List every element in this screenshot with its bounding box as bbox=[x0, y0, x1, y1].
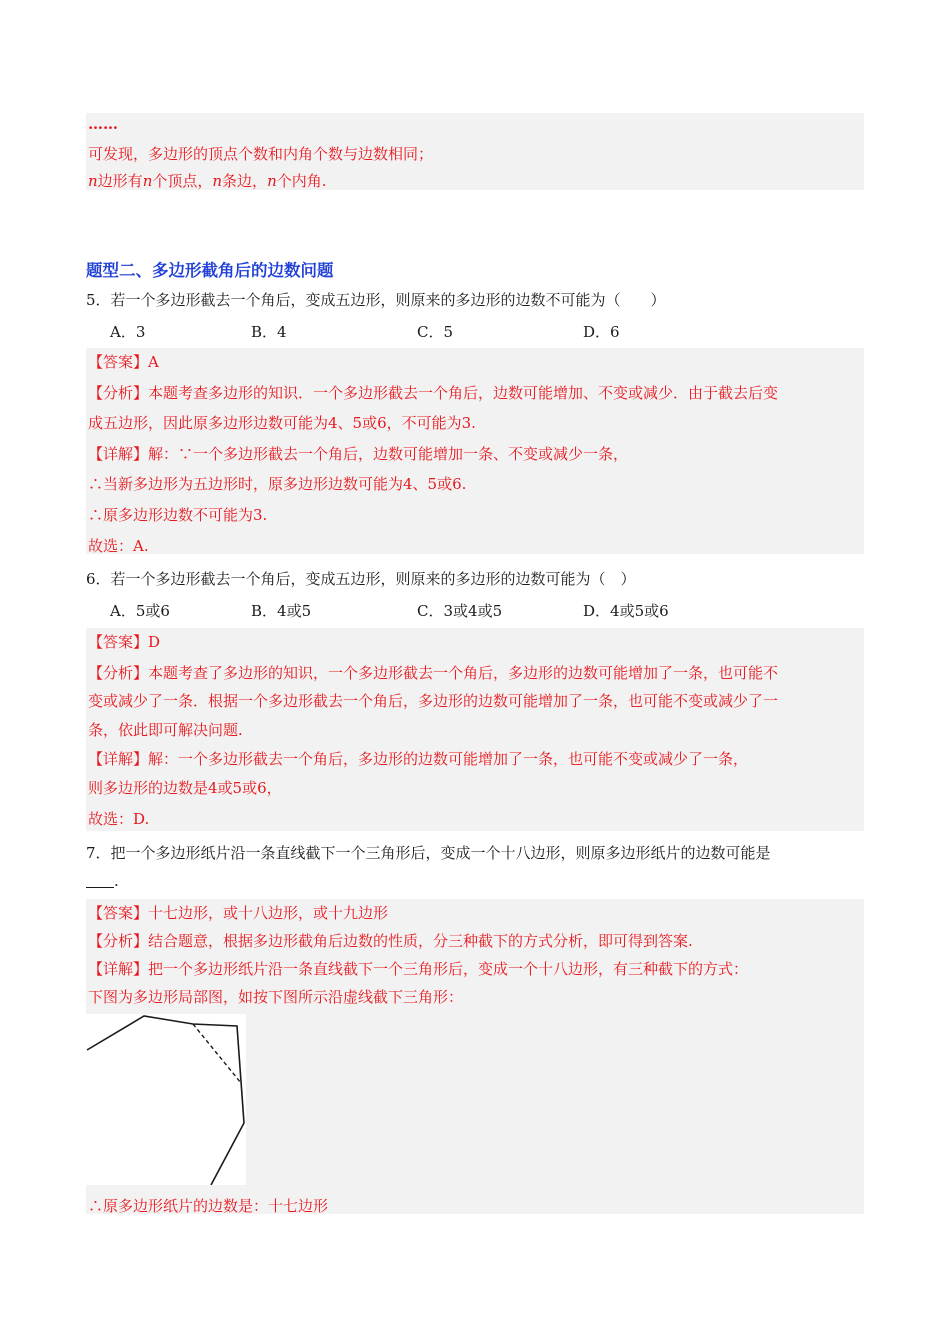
variable-n: n bbox=[267, 172, 277, 190]
text-segment: 个内角. bbox=[276, 172, 327, 190]
analysis-line-1: 【分析】本题考查多边形的知识．一个多边形截去一个角后，边数可能增加、不变或减少．由于截去后变 bbox=[88, 384, 779, 402]
answer-blank bbox=[86, 873, 114, 888]
detail-line-3: ∴原多边形边数不可能为3. bbox=[88, 506, 268, 524]
observation-line: 可发现，多边形的顶点个数和内角个数与边数相同； bbox=[88, 145, 434, 163]
detail-line-1: 【详解】解：∵一个多边形截去一个角后，边数可能增加一条、不变或减少一条， bbox=[88, 445, 629, 463]
option-d: D．6 bbox=[583, 323, 620, 341]
detail-line-2: ∴当新多边形为五边形时，原多边形边数可能为4、5或6. bbox=[88, 475, 467, 493]
variable-n: n bbox=[142, 172, 153, 190]
text-segment: 条边， bbox=[222, 172, 268, 190]
option-c: C．3或4或5 bbox=[417, 602, 503, 620]
option-b: B．4或5 bbox=[251, 602, 312, 620]
answer-block-continued bbox=[86, 113, 864, 190]
detail-line-1: 【详解】把一个多边形纸片沿一条直线截下一个三角形后，变成一个十八边形，有三种截下的方式： bbox=[88, 960, 749, 978]
choice-line: 故选：D. bbox=[88, 810, 150, 828]
detail-line-2: 下图为多边形局部图，如按下图所示沿虚线截下三角形： bbox=[88, 988, 464, 1006]
answer-line: 【答案】A bbox=[88, 353, 159, 371]
answer-line: 【答案】十七边形，或十八边形，或十九边形 bbox=[88, 904, 389, 922]
option-d: D．4或5或6 bbox=[583, 602, 669, 620]
polygon-figure bbox=[86, 1014, 246, 1185]
question-7-blank-line bbox=[86, 872, 119, 890]
analysis-line-1: 【分析】本题考查了多边形的知识，一个多边形截去一个角后，多边形的边数可能增加了一条，也可能不 bbox=[88, 664, 779, 682]
question-7-text: 7．把一个多边形纸片沿一条直线截下一个三角形后，变成一个十八边形，则原多边形纸片的边数可能是 bbox=[86, 844, 771, 862]
question-6-text: 6．若一个多边形截去一个角后，变成五边形，则原来的多边形的边数可能为（ ） bbox=[86, 570, 636, 588]
question-6-options bbox=[86, 600, 669, 621]
analysis-line-2: 成五边形，因此原多边形边数可能为4、5或6，不可能为3. bbox=[88, 414, 476, 432]
polygon-edges bbox=[87, 1016, 244, 1185]
text-segment: 边形有 bbox=[97, 172, 143, 190]
question-5-text: 5．若一个多边形截去一个角后，变成五边形，则原来的多边形的边数不可能为（ ） bbox=[86, 291, 666, 309]
analysis-line-3: 条，依此即可解决问题. bbox=[88, 721, 243, 739]
analysis-line: 【分析】结合题意，根据多边形截角后边数的性质，分三种截下的方式分析，即可得到答案. bbox=[88, 932, 693, 950]
question-6-answer-block bbox=[86, 628, 864, 831]
question-5-answer-block bbox=[86, 348, 864, 554]
option-a: A．3 bbox=[110, 323, 146, 341]
question-5-options bbox=[86, 321, 620, 342]
option-a: A．5或6 bbox=[110, 602, 170, 620]
section-title: 题型二、多边形截角后的边数问题 bbox=[86, 261, 334, 280]
text-segment: . bbox=[114, 872, 119, 890]
option-c: C．5 bbox=[417, 323, 454, 341]
polygon-partial-diagram bbox=[86, 1014, 246, 1185]
detail-line-1: 【详解】解：一个多边形截去一个角后，多边形的边数可能增加了一条，也可能不变或减少了一条， bbox=[88, 750, 749, 768]
variable-n: n bbox=[88, 172, 98, 190]
choice-line: 故选：A. bbox=[88, 537, 149, 555]
analysis-line-2: 变或减少了一条．根据一个多边形截去一个角后，多边形的边数可能增加了一条，也可能不变或减少了一 bbox=[88, 692, 779, 710]
ellipsis-line: …… bbox=[88, 115, 118, 133]
dashed-cut-line bbox=[193, 1024, 241, 1083]
conclusion-line: ∴原多边形纸片的边数是：十七边形 bbox=[88, 1197, 329, 1215]
question-7-answer-block bbox=[86, 899, 864, 1214]
n-gon-summary-line bbox=[88, 170, 327, 191]
option-b: B．4 bbox=[251, 323, 287, 341]
variable-n: n bbox=[212, 172, 223, 190]
answer-line: 【答案】D bbox=[88, 633, 161, 651]
detail-line-2: 则多边形的边数是4或5或6， bbox=[88, 779, 282, 797]
text-segment: 个顶点， bbox=[152, 172, 213, 190]
